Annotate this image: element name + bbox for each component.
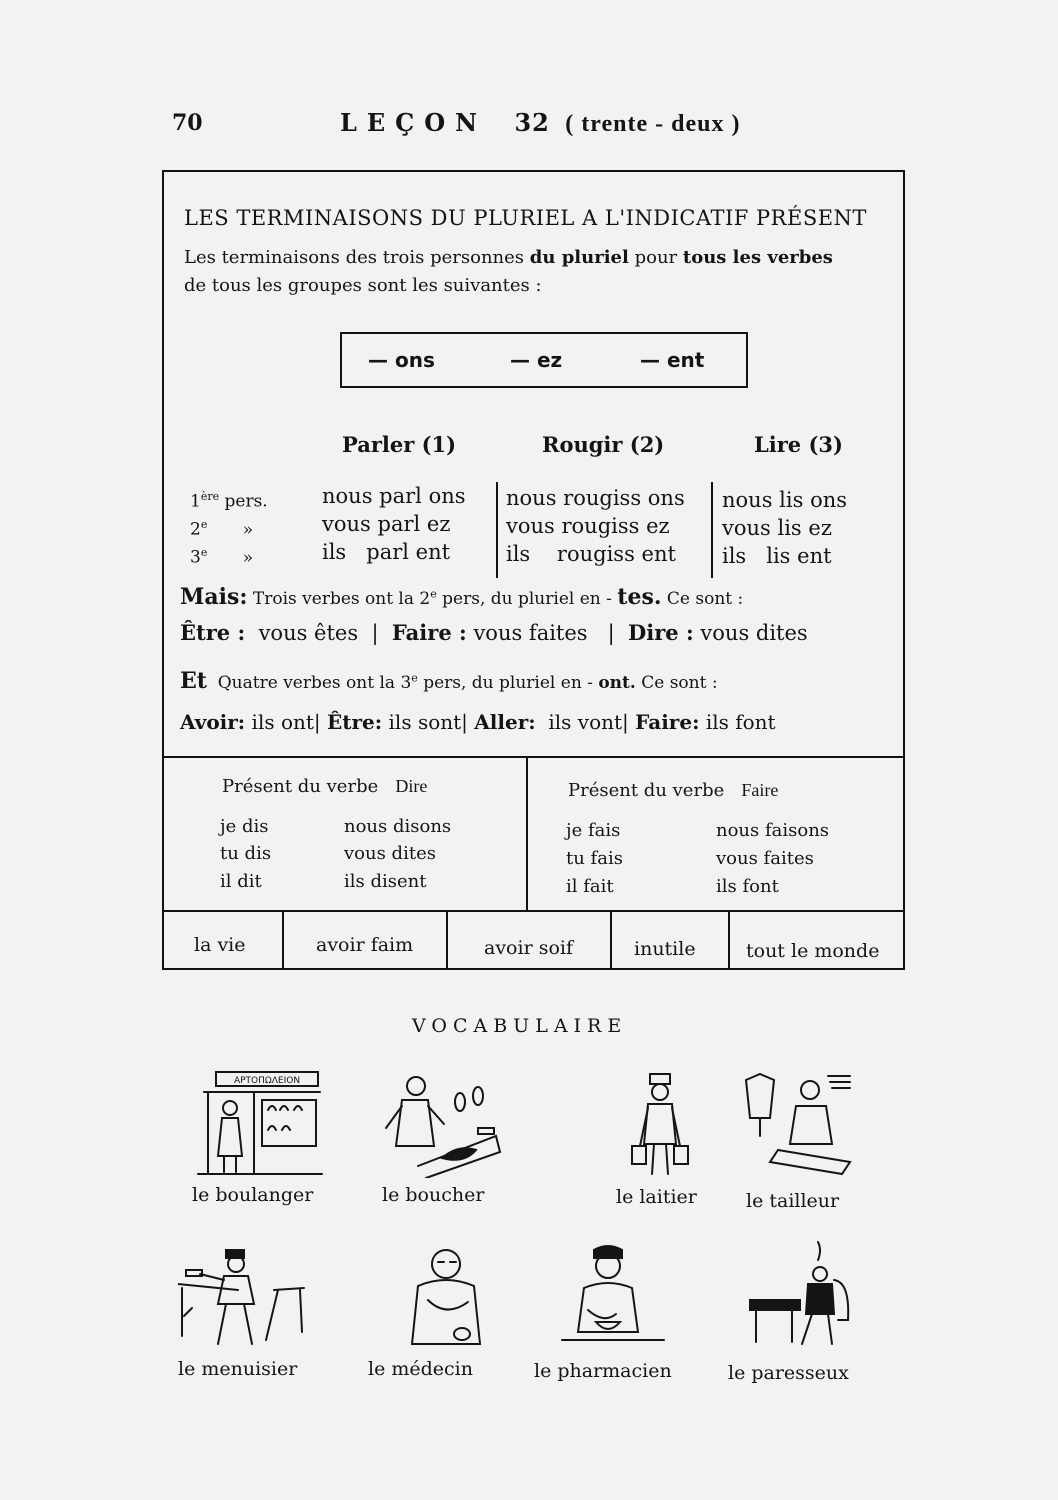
lesson-number: 32	[514, 108, 550, 137]
stem: rougiss	[556, 542, 635, 566]
stem: parl	[377, 512, 421, 536]
verb-header-rougir: Rougir (2)	[542, 432, 665, 457]
stem: lis	[777, 516, 802, 540]
rougir-row-3	[506, 542, 676, 566]
exception-verb: Faire:	[635, 710, 700, 734]
ending: ent	[641, 542, 676, 566]
verb-header-parler: Parler (1)	[342, 432, 457, 457]
carpenter-illustration	[178, 1240, 308, 1352]
vocab-caption: le paresseux	[728, 1362, 849, 1384]
intro-bold-all-verbs: tous les verbes	[682, 247, 833, 268]
faire-form: je fais	[566, 820, 621, 841]
person-sup: ère	[200, 490, 220, 503]
intro-text-b: pour	[634, 247, 678, 268]
mais-label: Mais:	[180, 584, 248, 610]
person-1	[190, 490, 268, 512]
faire-form: nous faisons	[716, 820, 830, 841]
present-divider	[526, 756, 528, 910]
exception-form: vous êtes	[258, 621, 359, 645]
intro-text-a: Les terminaisons des trois personnes	[184, 247, 525, 268]
person-num: 3	[190, 547, 201, 568]
endings-box	[340, 332, 748, 388]
exception-verb: Être:	[327, 710, 383, 734]
ending-ent: — ent	[640, 348, 705, 372]
vocab-caption: le médecin	[368, 1358, 473, 1380]
lire-row-1	[722, 488, 847, 512]
dire-title	[222, 776, 427, 797]
milkman-illustration	[618, 1066, 708, 1178]
lesson-number-words: ( trente - deux )	[565, 111, 741, 137]
mais-text: Trois verbes ont la 2	[252, 589, 431, 609]
lire-row-3	[722, 544, 832, 568]
vocab-caption: le tailleur	[746, 1190, 840, 1212]
faire-title	[568, 780, 778, 801]
person-sup: e	[200, 518, 208, 531]
et-text: Quatre verbes ont la 3	[217, 673, 412, 693]
et-examples: Avoir: ils ont| Être: ils sont| Aller: ils vont| Faire: ils font	[180, 710, 776, 734]
exception-form: ils vont	[548, 710, 623, 734]
person-3	[190, 546, 253, 568]
exception-form: vous dites	[700, 621, 808, 645]
stem: rougiss	[563, 486, 642, 510]
ending: ez	[426, 512, 451, 536]
present-title-text: Présent du verbe	[568, 780, 725, 801]
present-title-verb: Faire	[741, 780, 779, 800]
idler-illustration	[740, 1240, 860, 1352]
ending-ons: — ons	[368, 348, 435, 372]
stem: parl	[379, 484, 422, 508]
vocab-caption: le boucher	[382, 1184, 485, 1206]
mais-sup: e	[430, 587, 437, 601]
stem: lis	[779, 488, 804, 512]
tailor-illustration	[738, 1066, 858, 1178]
grammar-frame	[162, 170, 905, 970]
dire-form: ils disent	[344, 871, 427, 892]
section-intro	[184, 244, 889, 300]
dire-form: tu dis	[220, 843, 272, 864]
vocab-caption: le boulanger	[192, 1184, 314, 1206]
baker-illustration	[196, 1066, 326, 1178]
parler-row-2	[322, 512, 450, 536]
person-2	[190, 518, 253, 540]
exception-form: ils sont	[388, 710, 462, 734]
faire-form: ils font	[716, 876, 779, 897]
mais-ending: tes.	[617, 584, 662, 610]
present-title-verb: Dire	[395, 776, 428, 796]
exception-verb: Faire :	[391, 620, 467, 645]
ending: ons	[647, 486, 685, 510]
doctor-illustration	[398, 1240, 508, 1352]
exception-form: vous faites	[473, 621, 588, 645]
expression-cell: avoir faim	[316, 934, 414, 956]
expression-cell: avoir soif	[484, 937, 573, 959]
lesson-title	[340, 108, 740, 138]
vocabulary-title: VOCABULAIRE	[412, 1015, 628, 1037]
exception-verb: Aller:	[474, 710, 536, 734]
expr-divider	[728, 910, 730, 968]
vocab-caption: le menuisier	[178, 1358, 298, 1380]
expression-cell: la vie	[194, 934, 246, 956]
shop-sign-text: ΑΡΤΟΠΩΛΕΙΟΝ	[233, 1076, 301, 1086]
et-text2: pers, du pluriel en -	[423, 673, 593, 693]
lire-row-2	[722, 516, 832, 540]
stem: lis	[766, 544, 791, 568]
parler-row-1	[322, 484, 466, 508]
ending: ez	[808, 516, 832, 540]
expression-cell: tout le monde	[746, 940, 880, 962]
mais-end: Ce sont :	[666, 589, 744, 609]
ending: ons	[810, 488, 848, 512]
et-label: Et	[180, 668, 207, 694]
person-label: pers.	[224, 491, 268, 512]
verb-header-lire: Lire (3)	[754, 432, 843, 457]
expr-divider	[610, 910, 612, 968]
ending: ez	[646, 514, 670, 538]
parler-row-3	[322, 540, 450, 564]
butcher-illustration	[378, 1066, 508, 1178]
et-line	[180, 668, 718, 694]
exception-verb: Dire :	[628, 620, 694, 645]
faire-form: vous faites	[716, 848, 814, 869]
person-label: »	[242, 519, 254, 540]
person-label: »	[242, 547, 254, 568]
faire-form: tu fais	[566, 848, 623, 869]
present-title-text: Présent du verbe	[222, 776, 379, 797]
conj-divider-1	[496, 482, 498, 578]
mais-line	[180, 584, 743, 610]
et-ending: ont.	[598, 673, 636, 693]
mais-text2: pers, du pluriel en -	[442, 589, 612, 609]
pronoun: vous	[506, 514, 555, 538]
expr-divider	[446, 910, 448, 968]
lesson-label: LEÇON	[340, 108, 488, 137]
stem: parl	[366, 540, 409, 564]
dire-form: nous disons	[344, 816, 452, 837]
expression-cell: inutile	[634, 938, 696, 960]
divider-expressions	[164, 910, 903, 912]
dire-form: je dis	[220, 816, 269, 837]
ending-ez: — ez	[510, 348, 563, 372]
pronoun: ils	[322, 540, 347, 564]
dire-form: il dit	[220, 871, 262, 892]
vocab-caption: le pharmacien	[534, 1360, 672, 1382]
stem: rougiss	[561, 514, 640, 538]
divider-present	[164, 756, 903, 758]
person-sup: e	[200, 546, 208, 559]
exception-verb: Avoir:	[180, 710, 246, 734]
pronoun: vous	[722, 516, 771, 540]
pharmacist-illustration	[558, 1240, 668, 1352]
pronoun: ils	[506, 542, 531, 566]
pronoun: nous	[722, 488, 773, 512]
vocab-caption: le laitier	[616, 1186, 697, 1208]
expr-divider	[282, 910, 284, 968]
exception-form: ils ont	[251, 710, 314, 734]
conj-divider-2	[711, 482, 713, 578]
exception-form: ils font	[705, 710, 776, 734]
ending: ent	[797, 544, 832, 568]
page-number: 70	[172, 110, 203, 136]
pronoun: ils	[722, 544, 747, 568]
pronoun: nous	[506, 486, 557, 510]
et-sup: e	[411, 671, 418, 685]
intro-bold-plural: du pluriel	[529, 247, 629, 268]
dire-form: vous dites	[344, 843, 436, 864]
rougir-row-2	[506, 514, 670, 538]
pronoun: nous	[322, 484, 373, 508]
pronoun: vous	[322, 512, 371, 536]
faire-form: il fait	[566, 876, 614, 897]
section-title: LES TERMINAISONS DU PLURIEL A L'INDICATIF PRÉSENT	[184, 206, 867, 230]
mais-examples: Être : vous êtes | Faire : vous faites | Dire : vous dites	[180, 620, 808, 645]
ending: ent	[415, 540, 451, 564]
person-num: 2	[190, 519, 201, 540]
et-end: Ce sont :	[641, 673, 718, 693]
person-num: 1	[190, 491, 201, 512]
rougir-row-1	[506, 486, 685, 510]
intro-text-c: de tous les groupes sont les suivantes :	[184, 275, 542, 296]
ending: ons	[428, 484, 466, 508]
exception-verb: Être :	[180, 620, 246, 645]
